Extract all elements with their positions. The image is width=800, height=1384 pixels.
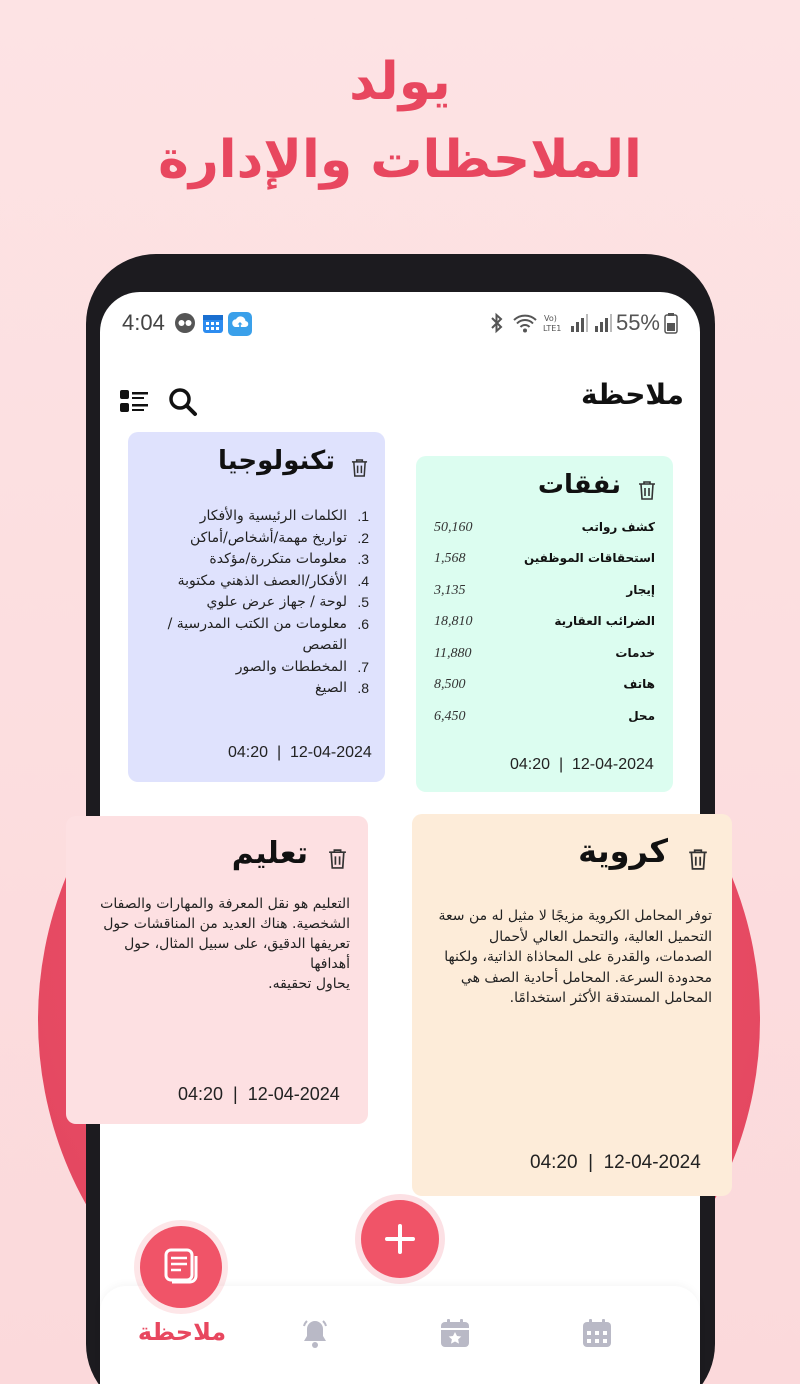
note-timestamp: 04:20 | 12-04-2024 — [178, 1084, 340, 1104]
note-timestamp: 04:20 | 12-04-2024 — [228, 744, 372, 761]
trash-icon[interactable] — [351, 458, 368, 477]
note-title: نفقات — [537, 470, 621, 500]
battery-percent: 55% — [615, 310, 660, 335]
note-title: كروية — [578, 832, 668, 870]
note-card-education[interactable] — [66, 816, 368, 1124]
notes-icon — [140, 1226, 222, 1308]
calendar-grid-icon[interactable] — [582, 1318, 612, 1348]
status-time: 4:04 — [122, 310, 165, 335]
trash-icon[interactable] — [688, 848, 708, 870]
note-card-expenses[interactable] — [416, 456, 673, 792]
note-list — [143, 506, 369, 700]
svg-text:LTE1: LTE1 — [543, 324, 562, 333]
signal-icon — [570, 312, 588, 334]
volte-icon — [542, 312, 566, 334]
list-item: 7. المخططات والصور — [235, 658, 369, 675]
note-body-text: يحاول تحقيقه. — [268, 976, 350, 992]
expense-row: الضرائب العقارية 18,810 — [434, 614, 655, 629]
trash-icon[interactable] — [328, 848, 347, 869]
expense-row: محل 6,450 — [434, 709, 655, 724]
list-item: 5. لوحة / جهاز عرض علوي — [206, 594, 369, 610]
search-icon[interactable] — [168, 386, 198, 418]
page-title: ملاحظة — [580, 378, 684, 411]
signal-icon — [594, 312, 612, 334]
nav-item-notes[interactable] — [140, 1226, 222, 1308]
note-title: تعليم — [231, 836, 308, 871]
headline-line-1: يولد — [349, 52, 451, 112]
expense-row: خدمات 11,880 — [434, 646, 655, 661]
note-title: تكنولوجيا — [218, 446, 335, 476]
nav-label-notes[interactable]: ملاحظة — [137, 1318, 227, 1346]
list-item: 2. تواريخ مهمة/أشخاص/أماكن — [190, 529, 369, 546]
note-card-technology[interactable] — [128, 432, 385, 782]
headline-line-2: الملاحظات والإدارة — [158, 130, 642, 190]
bluetooth-icon — [488, 312, 506, 334]
note-body — [80, 894, 350, 994]
note-body-text: التعليم هو نقل المعرفة والمهارات والصفات الشخصية. هناك العديد من المناقشات حول تعريفها الدقيق، على سبيل المثال، حول أهدافها — [100, 896, 350, 972]
note-timestamp: 04:20 | 12-04-2024 — [530, 1152, 701, 1173]
trash-icon[interactable] — [638, 480, 656, 500]
list-item: 4. الأفكار/العصف الذهني مكتوبة — [177, 572, 369, 589]
expense-table — [416, 520, 673, 730]
svg-text:Vo): Vo) — [544, 314, 557, 323]
status-bar — [100, 292, 700, 352]
expense-row: استحقاقات الموظفين 1,568 — [434, 551, 655, 566]
expense-row: إيجار 3,135 — [434, 583, 655, 598]
wifi-icon — [512, 312, 540, 334]
expense-row: كشف رواتب 50,160 — [434, 520, 655, 535]
list-item: 6. معلومات من الكتب المدرسية / القصص — [167, 615, 369, 653]
plus-icon — [361, 1200, 439, 1278]
list-item: 1. الكلمات الرئيسية والأفكار — [199, 508, 369, 524]
note-card-spherical[interactable] — [412, 814, 732, 1196]
list-view-icon[interactable] — [120, 390, 150, 414]
media-icon — [174, 312, 196, 334]
expense-row: هاتف 8,500 — [434, 677, 655, 692]
note-body: توفر المحامل الكروية مزيجًا لا مثيل له من سعة التحميل العالية، والتحمل العالي لأحمال الصدمات، والقدرة على المحاذاة الذاتية، ولكنها محدودة السرعة. المحامل أحادية الصف هي المحامل المستدقة الأكثر استخدامًا. — [438, 908, 712, 1006]
add-note-button[interactable] — [361, 1200, 439, 1278]
calendar-star-icon[interactable] — [440, 1318, 470, 1348]
cloud-upload-icon — [228, 312, 252, 336]
battery-icon — [664, 312, 678, 334]
calendar-icon — [202, 312, 224, 334]
bell-icon[interactable] — [300, 1318, 330, 1350]
list-item: 8. الصيغ — [315, 680, 369, 696]
note-timestamp: 04:20 | 12-04-2024 — [510, 756, 654, 773]
list-item: 3. معلومات متكررة/مؤكدة — [209, 551, 369, 567]
